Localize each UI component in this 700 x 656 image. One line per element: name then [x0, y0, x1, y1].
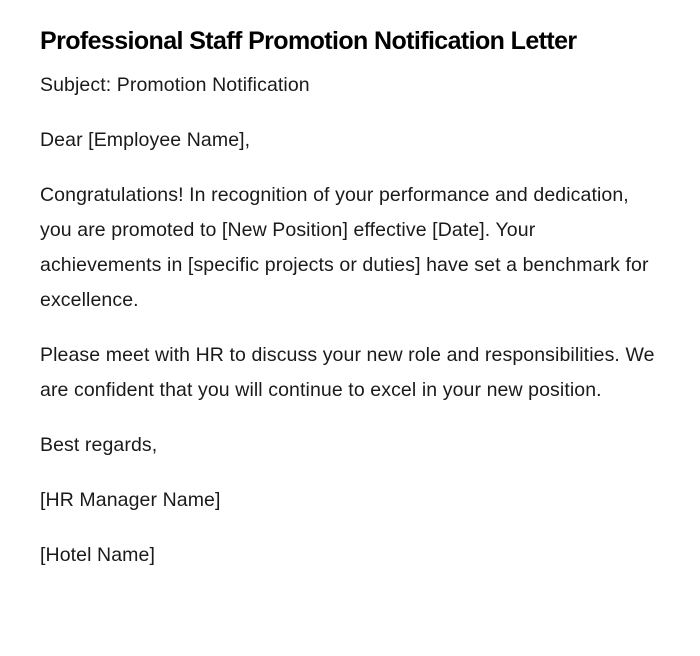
- letter-title: Professional Staff Promotion Notification Letter: [40, 27, 577, 55]
- letter-body-paragraph-1: Congratulations! In recognition of your performance and dedication, you are promoted to [New Position] effective [Date]. Your achievements in [specific projects or duties] have set a benchmark for excellence.: [40, 184, 649, 311]
- letter-organization: [Hotel Name]: [40, 544, 155, 566]
- letter-salutation: Dear [Employee Name],: [40, 129, 251, 151]
- letter-subject: Subject: Promotion Notification: [40, 74, 310, 96]
- letter-closing: Best regards,: [40, 434, 158, 456]
- letter-body-paragraph-2: Please meet with HR to discuss your new role and responsibilities. We are confident that you will continue to excel in your new position.: [40, 344, 655, 401]
- letter-signer-name: [HR Manager Name]: [40, 489, 221, 511]
